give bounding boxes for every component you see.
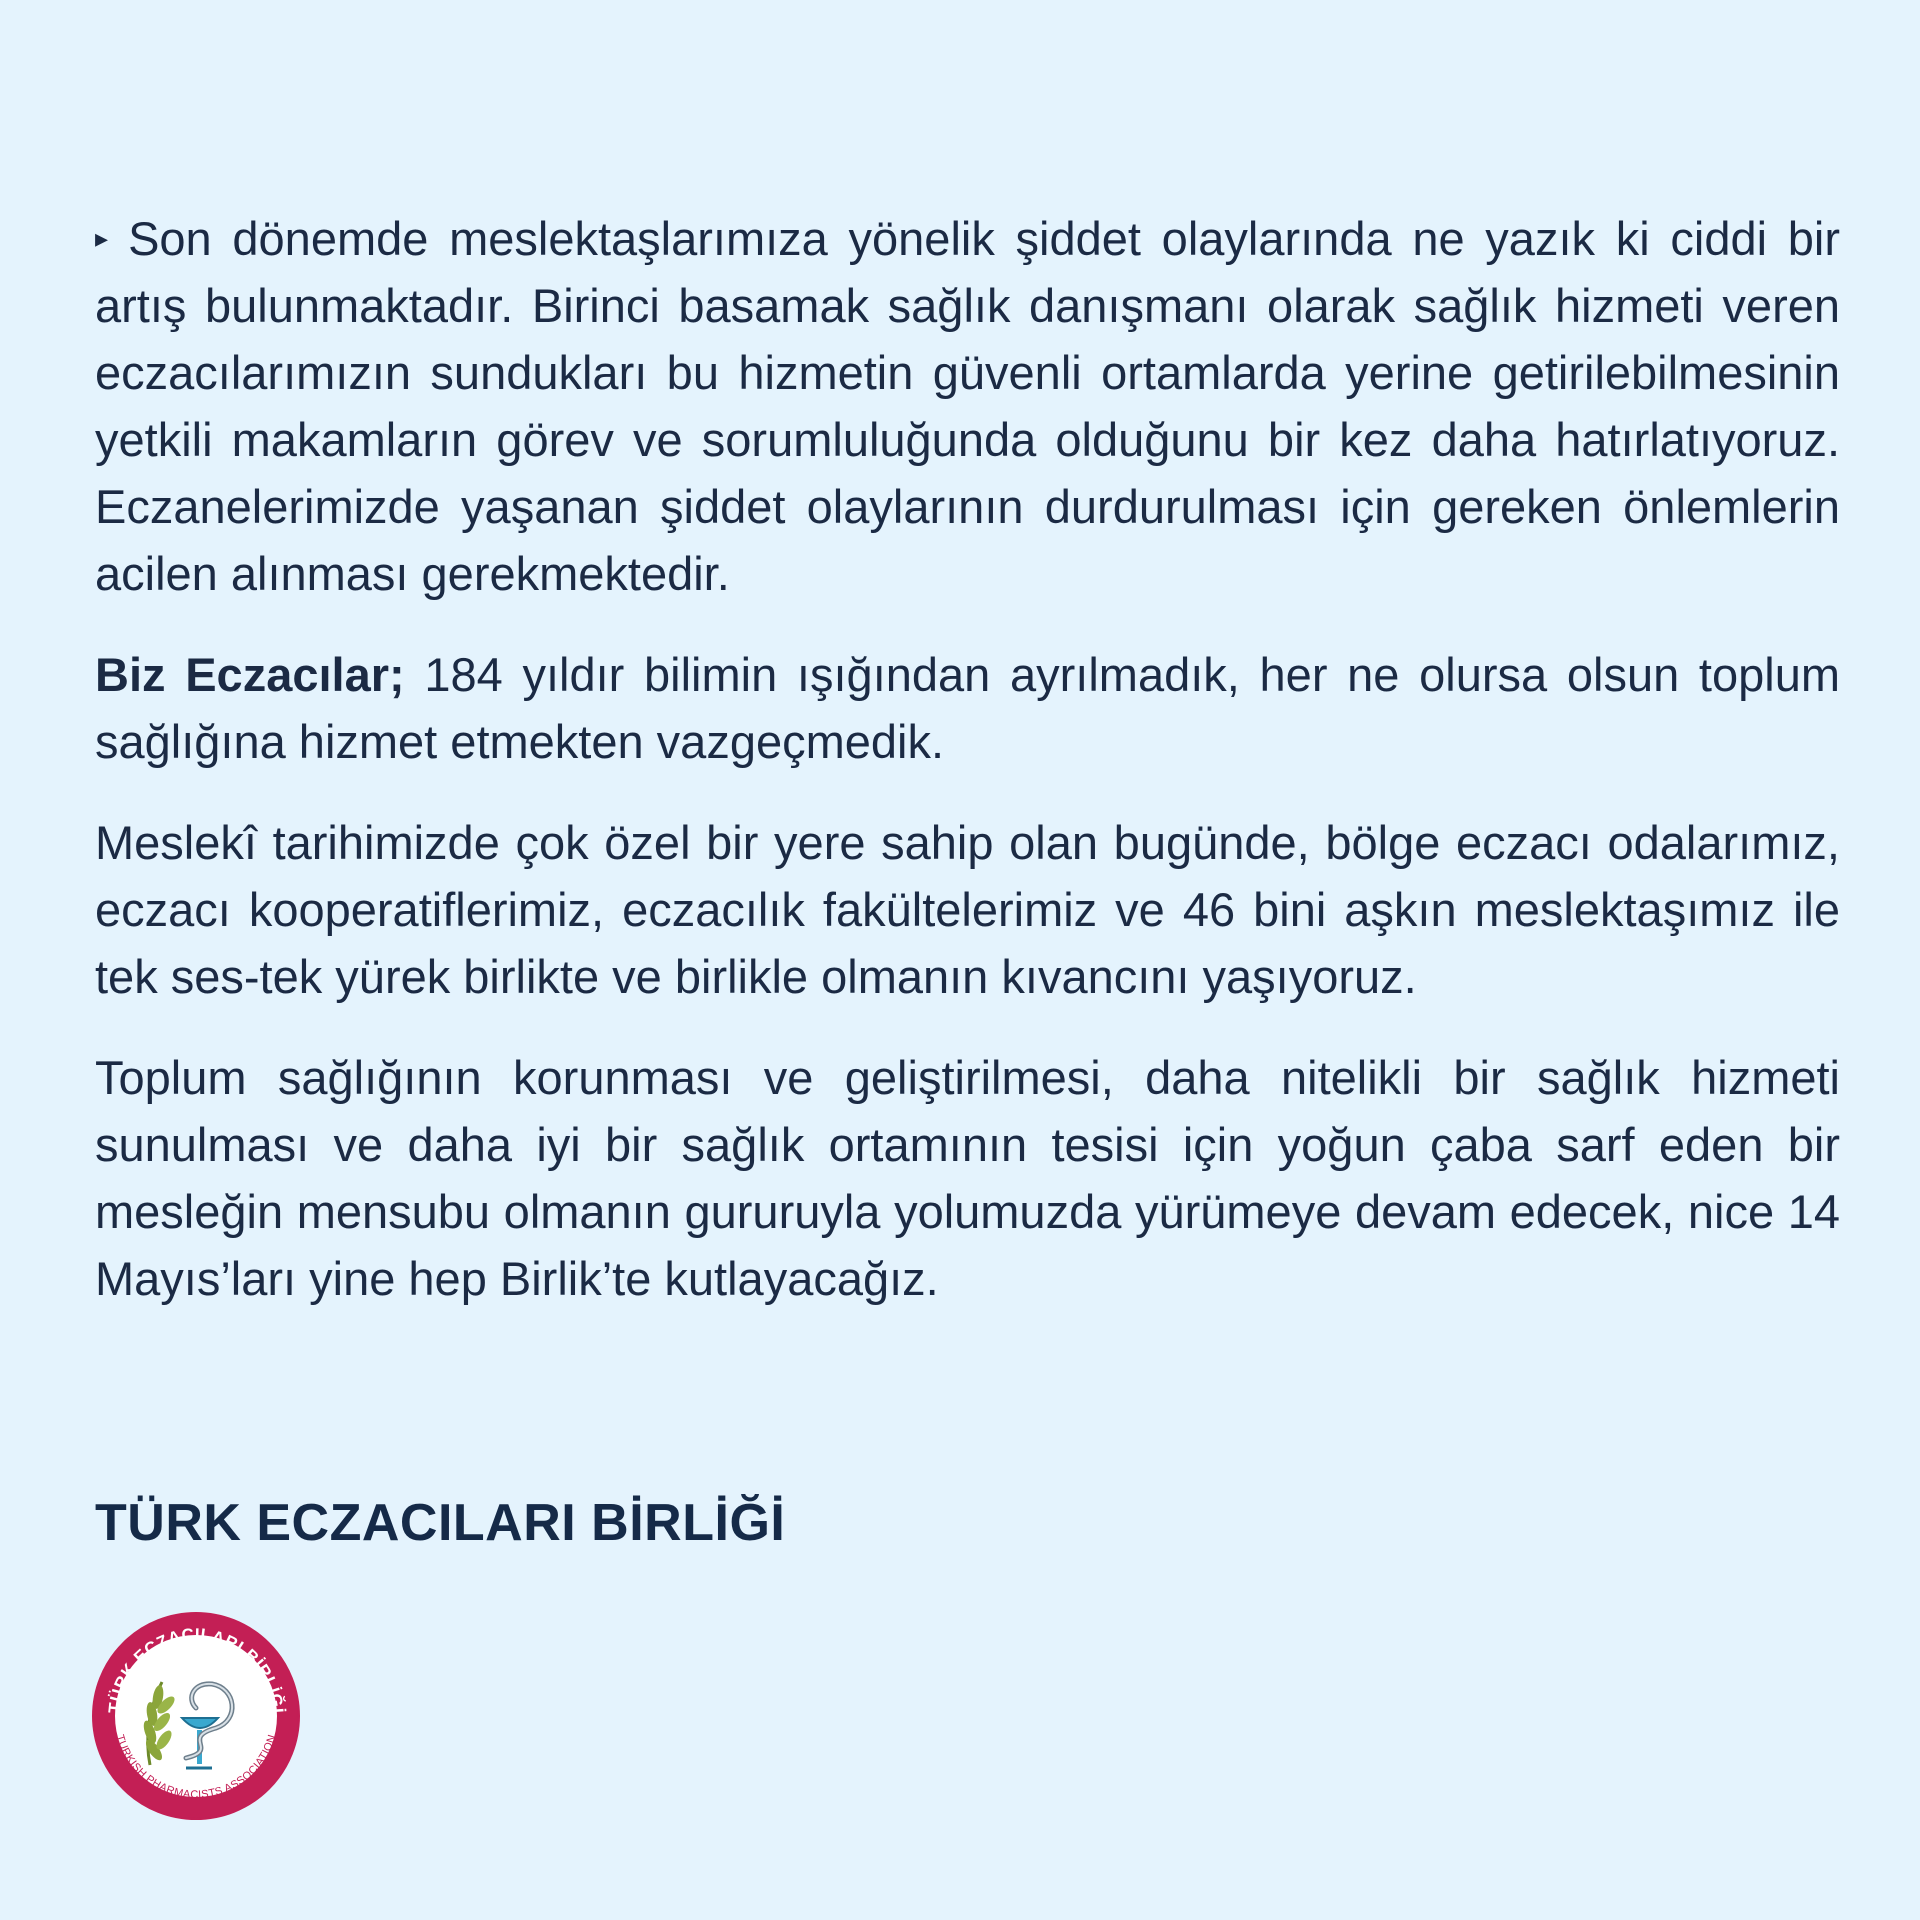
- statement-body: [95, 205, 1840, 1346]
- paragraph-unity: [95, 809, 1840, 1010]
- paragraph-history: [95, 641, 1840, 775]
- paragraph-future: [95, 1044, 1840, 1312]
- paragraph-history-lead: Biz Eczacılar;: [95, 648, 405, 701]
- paragraph-history-text: 184 yıldır bilimin ışığından ayrılmadık, her ne olursa olsun toplum sağlığına hizmet etmekten vazgeçmedik.: [95, 648, 1840, 768]
- paragraph-unity-text: Meslekî tarihimizde çok özel bir yere sahip olan bugünde, bölge eczacı odalarımız, eczacı kooperatiflerimiz, eczacılık fakültelerimiz ve 46 bini aşkın meslektaşımız ile tek ses-tek yürek birlikte ve birlikle olmanın kıvancını yaşıyoruz.: [95, 816, 1840, 1003]
- signature: TÜRK ECZACILARI BİRLİĞİ: [95, 1494, 786, 1552]
- paragraph-future-text: Toplum sağlığının korunması ve geliştirilmesi, daha nitelikli bir sağlık hizmeti sunulması ve daha iyi bir sağlık ortamının tesisi için yoğun çaba sarf eden bir mesleğin mensubu olmanın gururuyla yolumuzda yürümeye devam edecek, nice 14 Mayıs’ları yine hep Birlik’te kutlayacağız.: [95, 1051, 1840, 1305]
- paragraph-violence: [95, 205, 1840, 607]
- logo-bottom-text: TURKISH PHARMACISTS ASSOCIATION: [113, 1733, 279, 1802]
- bullet-icon: ▸: [95, 223, 109, 253]
- teb-logo-seal: [90, 1610, 302, 1822]
- logo-top-text: TÜRK ECZACILARI BİRLİĞİ: [104, 1624, 287, 1715]
- paragraph-violence-text: Son dönemde meslektaşlarımıza yönelik şiddet olaylarında ne yazık ki ciddi bir artış bulunmaktadır. Birinci basamak sağlık danışmanı olarak sağlık hizmeti veren eczacılarımızın sundukları bu hizmetin güvenli ortamlarda yerine getirilebilmesinin yetkili makamların görev ve sorumluluğunda olduğunu bir kez daha hatırlatıyoruz. Eczanelerimizde yaşanan şiddet olaylarının durdurulması için gereken önlemlerin acilen alınması gerekmektedir.: [95, 212, 1840, 600]
